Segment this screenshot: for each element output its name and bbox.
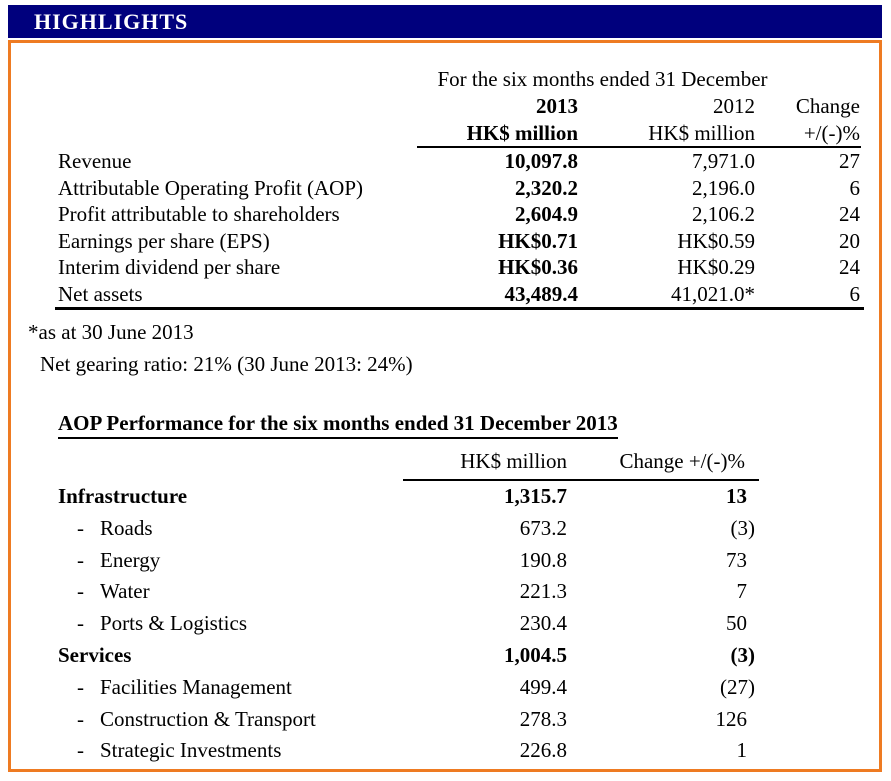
table-row-energy — [58, 545, 754, 577]
table-row-strategic-investments — [58, 735, 754, 767]
value-change: 6 — [849, 175, 860, 200]
value-hkd: 673.2 — [519, 515, 567, 540]
list-dash: - — [77, 611, 84, 636]
spacer-cell — [58, 65, 400, 93]
unit-header-hkd-million: HK$ million — [460, 449, 567, 473]
aop-performance-table — [58, 447, 754, 767]
row-label-text: Strategic Investments — [100, 738, 282, 763]
table-row-interim-dividend — [58, 254, 859, 281]
column-header-2013: 2013 — [536, 94, 578, 118]
row-label — [58, 704, 400, 736]
spacer-cell — [58, 93, 400, 120]
value-2012: 2,196.0 — [692, 175, 755, 200]
row-label — [58, 545, 400, 577]
row-label-text: Facilities Management — [100, 674, 292, 699]
period-header: For the six months ended 31 December — [437, 67, 768, 91]
row-label: Profit attributable to shareholders — [58, 202, 340, 226]
row-label-text: Energy — [100, 547, 161, 572]
value-hkd: 230.4 — [519, 611, 567, 636]
table-row-roads — [58, 513, 754, 545]
row-label-text: Roads — [100, 515, 153, 540]
row-label: Services — [58, 642, 132, 667]
list-dash: - — [77, 515, 84, 540]
aop-section-title-text: AOP Performance for the six months ended 31 December 2013 — [58, 411, 618, 439]
table-row-infrastructure — [58, 481, 754, 513]
value-hkd: 221.3 — [519, 579, 567, 604]
value-2012: 41,021.0* — [671, 281, 755, 306]
value-change: 7 — [736, 579, 747, 604]
table-row-net-assets — [58, 281, 859, 308]
value-change: 6 — [849, 281, 860, 306]
interim-results-table — [58, 65, 859, 310]
spacer-cell — [58, 447, 400, 475]
footnote-net-gearing: Net gearing ratio: 21% (30 June 2013: 24%) — [40, 352, 413, 376]
value-hkd: 190.8 — [519, 547, 567, 572]
value-2012: 7,971.0 — [692, 149, 755, 173]
row-label — [58, 513, 400, 545]
page-title: HIGHLIGHTS — [34, 9, 189, 34]
table-row-services — [58, 640, 754, 672]
table-header-row — [58, 447, 754, 475]
row-label — [58, 672, 400, 704]
value-change: 13 — [726, 484, 747, 508]
value-change: 126 — [715, 706, 747, 731]
value-change: 20 — [839, 228, 860, 253]
value-change: 1 — [736, 738, 747, 763]
value-change: 24 — [839, 255, 860, 279]
row-label: Earnings per share (EPS) — [58, 228, 270, 253]
value-2013: 2,320.2 — [515, 175, 578, 200]
table-row-aop — [58, 175, 859, 202]
value-hkd: 278.3 — [519, 706, 567, 731]
row-label: Revenue — [58, 149, 132, 173]
value-hkd: 1,004.5 — [504, 642, 567, 667]
row-label-text: Ports & Logistics — [100, 611, 248, 636]
table-bottom-line — [55, 307, 864, 310]
value-2012: 2,106.2 — [692, 202, 755, 226]
table-year-header-row — [58, 93, 859, 120]
value-2013: HK$0.71 — [498, 228, 578, 253]
row-label: Net assets — [58, 281, 143, 306]
value-change: 27 — [839, 149, 860, 173]
column-header-change: Change — [795, 94, 860, 118]
row-label: Attributable Operating Profit (AOP) — [58, 175, 364, 200]
row-label: Infrastructure — [58, 484, 188, 508]
aop-section-title — [58, 411, 859, 441]
row-label-text: Water — [100, 579, 150, 604]
row-label — [58, 608, 400, 640]
row-label — [58, 735, 400, 767]
value-2012: HK$0.59 — [677, 228, 755, 253]
table-row-ports-logistics — [58, 608, 754, 640]
table-row-construction-transport — [58, 704, 754, 736]
table-period-header-row — [58, 65, 859, 93]
table-row-facilities-management — [58, 672, 754, 704]
value-change: 24 — [839, 202, 860, 226]
spacer-cell — [58, 120, 400, 146]
row-label: Interim dividend per share — [58, 255, 281, 279]
list-dash: - — [77, 706, 84, 731]
table-unit-header-row — [58, 120, 859, 146]
table-row-profit-shareholders — [58, 201, 859, 228]
list-dash: - — [77, 579, 84, 604]
list-dash: - — [77, 674, 84, 699]
value-2013: 43,489.4 — [504, 281, 578, 306]
value-2012: HK$0.29 — [677, 255, 755, 279]
value-change: (3) — [730, 642, 755, 667]
column-header-2012: 2012 — [713, 94, 755, 118]
value-hkd: 226.8 — [519, 738, 567, 763]
value-change: 73 — [726, 547, 747, 572]
value-2013: HK$0.36 — [498, 255, 578, 279]
list-dash: - — [77, 547, 84, 572]
value-hkd: 1,315.7 — [504, 484, 567, 508]
row-label-text: Construction & Transport — [100, 706, 316, 731]
row-label — [58, 576, 400, 608]
unit-header-change: +/(-)% — [803, 121, 860, 145]
value-hkd: 499.4 — [519, 674, 567, 699]
value-2013: 2,604.9 — [515, 202, 578, 226]
column-header-change: Change +/(-)% — [619, 449, 745, 473]
highlights-banner — [8, 5, 882, 38]
list-dash: - — [77, 738, 84, 763]
value-change: 50 — [726, 611, 747, 636]
value-change: (27) — [720, 674, 755, 699]
footnote-asterisk: *as at 30 June 2013 — [28, 320, 194, 344]
table-row-revenue — [58, 148, 859, 175]
table-row-eps — [58, 228, 859, 255]
highlights-box — [8, 40, 882, 772]
value-change: (3) — [730, 515, 755, 540]
value-2013: 10,097.8 — [504, 149, 578, 173]
unit-header-2012: HK$ million — [648, 121, 755, 145]
unit-header-2013: HK$ million — [466, 121, 578, 145]
table-row-water — [58, 576, 754, 608]
